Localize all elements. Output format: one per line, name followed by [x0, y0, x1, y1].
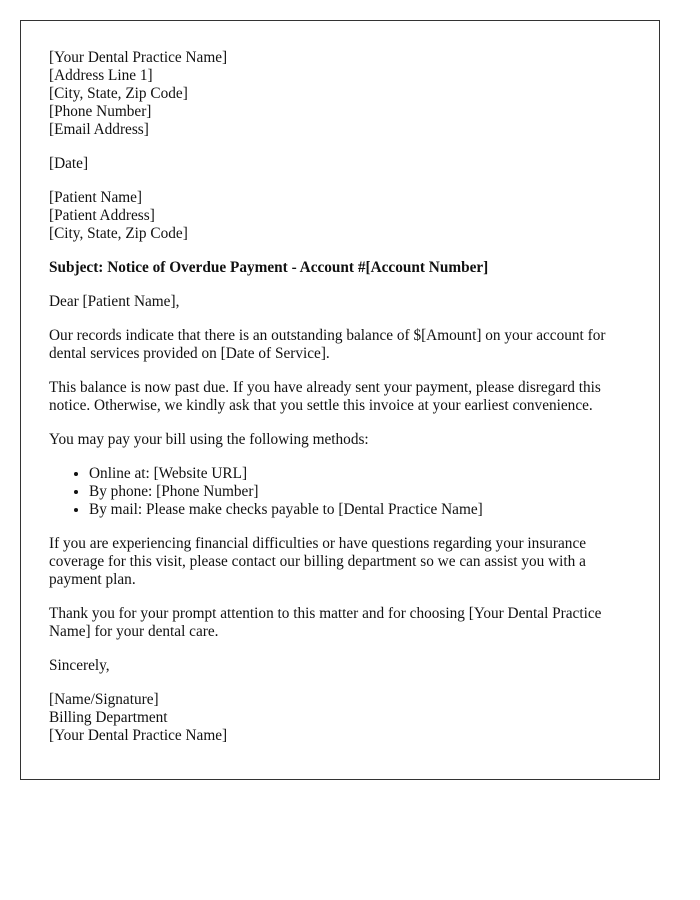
- recipient-name: [Patient Name]: [49, 189, 143, 206]
- sender-address-line: [Address Line 1]: [49, 67, 153, 84]
- salutation: Dear [Patient Name],: [49, 293, 180, 310]
- sender-email: [Email Address]: [49, 121, 149, 138]
- sender-phone: [Phone Number]: [49, 103, 152, 120]
- paragraph-thank-you: Thank you for your prompt attention to this matter and for choosing [Your Dental Practice Name] for your dental care.: [49, 605, 602, 640]
- payment-method-mail: • By mail: Please make checks payable to [Dental Practice Name]: [89, 501, 631, 519]
- signature-practice-name: [Your Dental Practice Name]: [49, 727, 228, 744]
- signature-block: [49, 691, 631, 745]
- paragraph-financial-help: If you are experiencing financial difficulties or have questions regarding your insurance coverage for this visit, please contact our billing department so we can assist you with a payment plan.: [49, 535, 587, 588]
- payment-method-phone: • By phone: [Phone Number]: [89, 483, 631, 501]
- sender-city-state-zip: [City, State, Zip Code]: [49, 85, 188, 102]
- signature-department: Billing Department: [49, 709, 168, 726]
- payment-method-online: • Online at: [Website URL]: [89, 465, 631, 483]
- recipient-address: [49, 189, 631, 243]
- letter-page: [20, 20, 660, 780]
- paragraph-payment-intro: You may pay your bill using the following methods:: [49, 431, 369, 448]
- signoff: Sincerely,: [49, 657, 110, 674]
- signature-name: [Name/Signature]: [49, 691, 159, 708]
- recipient-city-state-zip: [City, State, Zip Code]: [49, 225, 188, 242]
- payment-methods-list: [49, 465, 631, 519]
- sender-address: [49, 49, 631, 139]
- paragraph-past-due: This balance is now past due. If you have already sent your payment, please disregard this notice. Otherwise, we kindly ask that you settle this invoice at your earliest convenience.: [49, 379, 601, 414]
- paragraph-balance: Our records indicate that there is an outstanding balance of $[Amount] on your account for dental services provided on [Date of Service].: [49, 327, 606, 362]
- subject-line: Subject: Notice of Overdue Payment - Account #[Account Number]: [49, 259, 489, 276]
- sender-practice-name: [Your Dental Practice Name]: [49, 49, 228, 66]
- letter-date: [Date]: [49, 155, 89, 172]
- recipient-address-line: [Patient Address]: [49, 207, 155, 224]
